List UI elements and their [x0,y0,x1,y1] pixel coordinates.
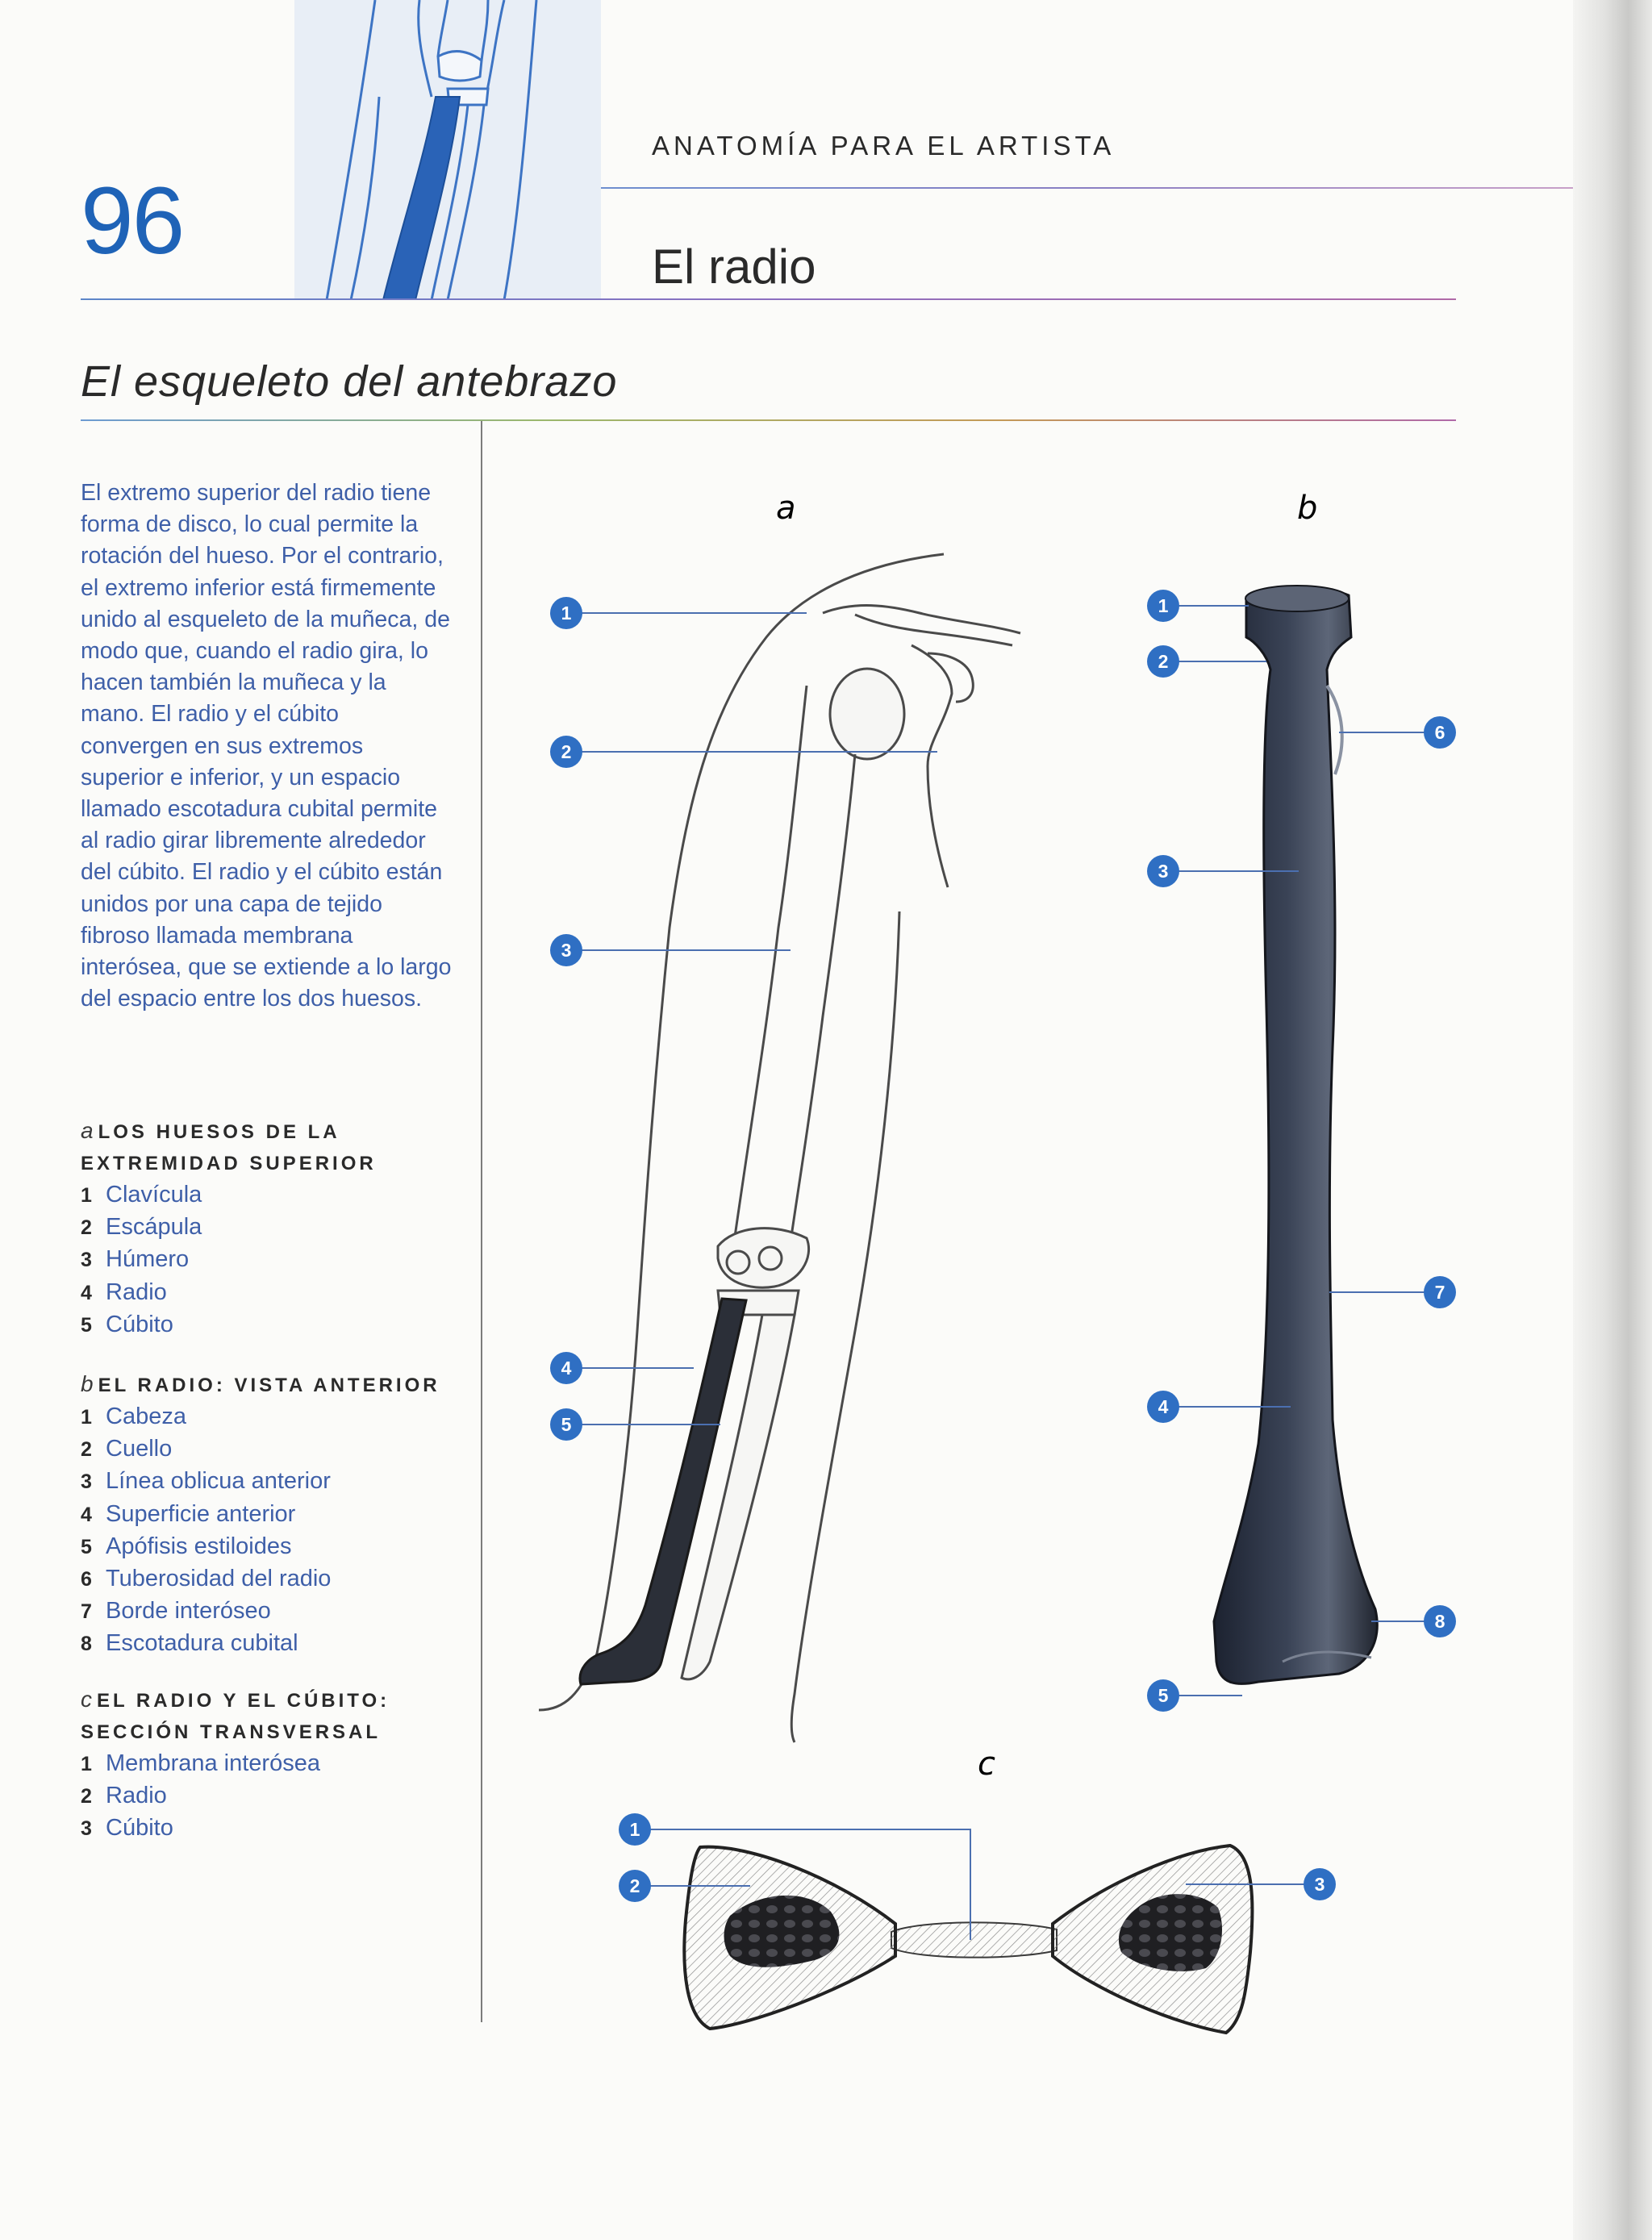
figure-c-marker-3 [1304,1868,1336,1900]
intro-paragraph: El extremo superior del radio tiene forma de disco, lo cual permite la rotación del hueso. Por el contrario, el extremo inferior está firmemente unido al esqueleto de la muñeca, de modo que, cuando el radio gira, lo hacen también la muñeca y la mano. El radio y el cúbito convergen en sus extremos superior e inferior, y un espacio llamado escotadura cubital permite al radio girar libremente alrededor del cúbito. El radio y el cúbito están unidos por una capa de tejido fibroso llamada membrana interósea, que se extiende a lo largo del espacio entre los dos huesos. [81,480,452,1012]
list-item: 5 Apófisis estiloides [81,1533,292,1559]
list-item: 8 Escotadura cubital [81,1630,298,1657]
list-item: 5 Cúbito [81,1311,173,1337]
list-item: 4 Superficie anterior [81,1500,296,1527]
figure-a-letter: a [776,490,796,527]
list-item: 3 Húmero [81,1246,190,1273]
list-item: 2 Escápula [81,1214,202,1241]
figure-b-radius-anterior [1214,586,1377,1683]
figure-a-marker-1 [550,597,582,629]
section-title: El esqueleto del antebrazo [81,357,618,406]
figure-b-letter: b [1297,490,1318,527]
svg-text:8: 8 [1434,1611,1446,1632]
figure-a-arm-skeleton [539,554,1020,1742]
figure-c-cross-section [684,1846,1252,2033]
list-item: 6 Tuberosidad del radio [81,1566,332,1592]
figure-c-marker-2 [619,1870,651,1902]
list-item: 3 Línea oblicua anterior [81,1468,331,1495]
svg-text:4: 4 [1158,1396,1169,1417]
svg-text:2: 2 [629,1875,640,1896]
list-item: 7 Borde interóseo [81,1598,271,1625]
list-item: 2 Radio [81,1783,167,1809]
page-number: 96 [81,168,184,274]
svg-text:1: 1 [629,1819,640,1840]
figure-b-marker-3 [1147,855,1179,887]
svg-text:1: 1 [1158,595,1169,616]
figure-b-marker-1 [1147,590,1179,622]
chapter-title: El radio [652,240,816,294]
figure-a-marker-2 [550,736,582,768]
legend-c-title-text: EL RADIO Y EL CÚBITO: SECCIÓN TRANSVERSAL [81,1690,390,1743]
legend-a-letter: a [81,1118,94,1143]
svg-text:5: 5 [561,1414,572,1435]
figure-a-marker-3 [550,934,582,966]
svg-text:1: 1 [561,603,572,624]
figure-a-marker-4 [550,1352,582,1384]
figure-b-marker-7 [1424,1276,1456,1308]
figure-c-letter: c [978,1746,995,1783]
figure-a-radius [580,1299,746,1684]
legend-a-title-text: LOS HUESOS DE LA EXTREMIDAD SUPERIOR [81,1121,377,1174]
svg-text:3: 3 [1158,861,1169,882]
list-item: 4 Radio [81,1279,167,1305]
svg-text:7: 7 [1434,1282,1446,1303]
legend-b-letter: b [81,1371,94,1396]
svg-text:6: 6 [1434,722,1446,743]
figure-b-marker-8 [1424,1605,1456,1637]
figure-b-marker-2 [1147,645,1179,678]
svg-text:3: 3 [561,940,572,961]
svg-text:2: 2 [1158,651,1169,672]
list-item: 1 Clavícula [81,1182,202,1208]
figure-c-marker-1 [619,1813,651,1846]
figure-b-marker-6 [1424,716,1456,749]
figure-b-marker-5 [1147,1679,1179,1712]
svg-text:4: 4 [561,1358,572,1379]
svg-text:3: 3 [1314,1874,1325,1895]
svg-text:2: 2 [561,741,572,762]
list-item: 2 Cuello [81,1436,173,1462]
legend-c-letter: c [81,1687,92,1712]
list-item: 1 Cabeza [81,1404,186,1429]
list-item: 3 Cúbito [81,1815,173,1842]
list-item: 1 Membrana interósea [81,1750,320,1776]
running-head: ANATOMÍA PARA EL ARTISTA [652,131,1116,161]
svg-text:5: 5 [1158,1685,1169,1706]
legend-b-title-text: EL RADIO: VISTA ANTERIOR [98,1374,440,1396]
figure-a-marker-5 [550,1408,582,1441]
figure-b-marker-4 [1147,1391,1179,1423]
